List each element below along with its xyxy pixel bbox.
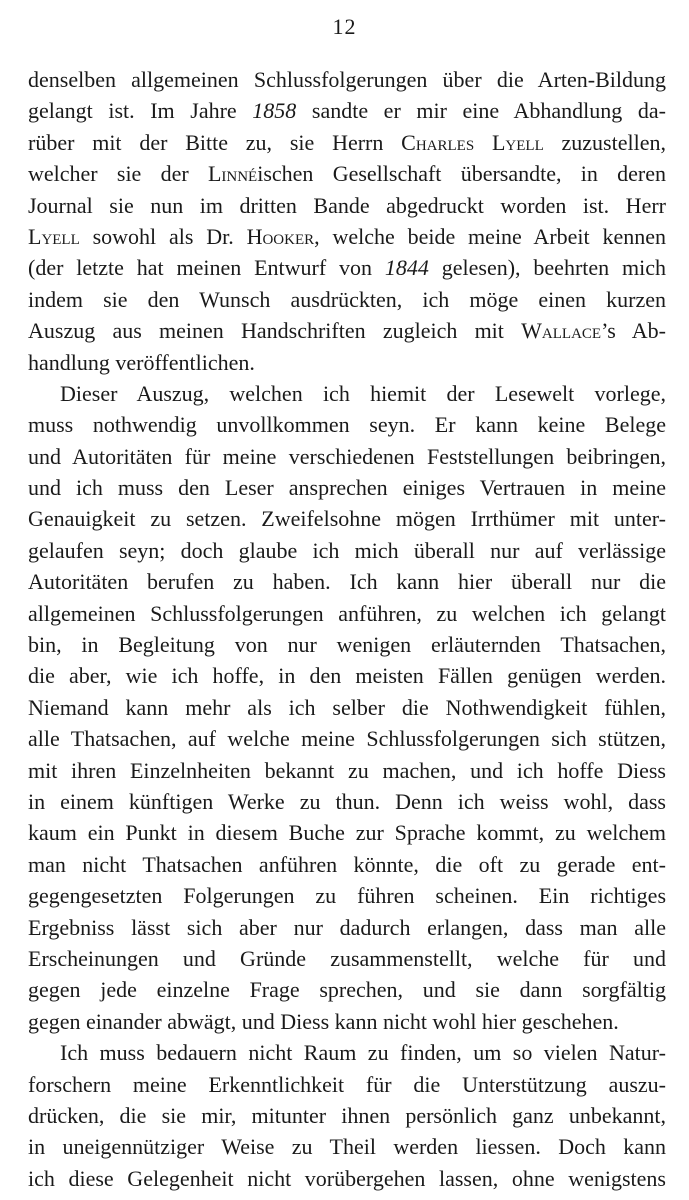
text-segment: ’s Ab- — [601, 318, 666, 344]
text-line — [28, 284, 666, 315]
text-line — [28, 660, 666, 691]
text-segment: Genauigkeit zu setzen. Zweifelsohne mögen Irrthümer mit unter- — [28, 506, 666, 532]
text-segment: drücken, die sie mir, mitunter ihnen persönlich ganz unbekannt, — [28, 1102, 666, 1128]
text-line — [28, 755, 666, 786]
text-segment: (der letzte hat meinen Entwurf von — [28, 255, 385, 281]
body-text — [28, 64, 666, 1194]
text-line — [28, 409, 666, 440]
text-segment: sowohl als Dr. — [79, 223, 247, 249]
text-line — [28, 64, 666, 95]
text-segment: gelesen), beehrten mich — [428, 255, 666, 281]
text-segment: gelaufen seyn; doch glaube ich mich überall nur auf verlässige — [28, 537, 666, 563]
text-line — [28, 472, 666, 503]
text-segment: sandte er mir eine Abhandlung da- — [296, 98, 666, 124]
text-segment: Auszug aus meinen Handschriften zugleich mit — [28, 318, 522, 344]
text-line — [28, 786, 666, 817]
text-line — [28, 95, 666, 126]
text-segment: indem sie den Wunsch ausdrückten, ich möge einen kurzen — [28, 286, 666, 312]
name-small-caps: Wallace — [521, 318, 602, 344]
text-segment: handlung veröffentlichen. — [28, 349, 255, 375]
text-segment: ich diese Gelegenheit nicht vorübergehen lassen, ohne wenigstens — [28, 1165, 666, 1191]
text-segment: Journal sie nun im dritten Bande abgedruckt worden ist. Herr — [28, 192, 666, 218]
text-segment: gelangt ist. Im Jahre — [28, 98, 253, 124]
text-segment: Ich muss bedauern nicht Raum zu finden, um so vielen Natur- — [60, 1040, 666, 1066]
text-segment: gegen jede einzelne Frage sprechen, und sie dann sorgfältig — [28, 977, 666, 1003]
text-line — [28, 1100, 666, 1131]
text-line — [28, 221, 666, 252]
text-segment: Dieser Auszug, welchen ich hiemit der Lesewelt vorlege, — [60, 380, 666, 406]
text-line — [28, 315, 666, 346]
text-line — [28, 503, 666, 534]
text-segment: in uneigennütziger Weise zu Theil werden liessen. Doch kann — [28, 1134, 666, 1160]
text-segment: man nicht Thatsachen anführen könnte, die oft zu gerade ent- — [28, 851, 666, 877]
text-segment: Niemand kann mehr als ich selber die Nothwendigkeit fühlen, — [28, 694, 666, 720]
text-segment: Ergebniss lässt sich aber nur dadurch erlangen, dass man alle — [28, 914, 666, 940]
name-small-caps: Hooker — [246, 223, 315, 249]
text-line — [28, 880, 666, 911]
text-line — [28, 849, 666, 880]
text-line — [28, 912, 666, 943]
text-line — [28, 252, 666, 283]
text-segment: Erscheinungen und Gründe zusammenstellt, welche für und — [28, 945, 666, 971]
text-segment: in einem künftigen Werke zu thun. Denn ich weiss wohl, dass — [28, 788, 666, 814]
text-line — [28, 723, 666, 754]
text-line — [28, 692, 666, 723]
text-line — [28, 943, 666, 974]
text-line — [28, 974, 666, 1005]
text-line — [28, 441, 666, 472]
text-segment: allgemeinen Schlussfolgerungen anführen, zu welchen ich gelangt — [28, 600, 666, 626]
text-line — [28, 127, 666, 158]
text-segment: alle Thatsachen, auf welche meine Schlussfolgerungen sich stützen, — [28, 726, 666, 752]
text-line — [28, 1069, 666, 1100]
text-segment: die aber, wie ich hoffe, in den meisten Fällen genügen werden. — [28, 663, 666, 689]
name-small-caps: Charles Lyell — [401, 129, 544, 155]
text-line — [28, 598, 666, 629]
text-line — [28, 158, 666, 189]
text-segment: denselben allgemeinen Schlussfolgerungen über die Arten-Bildung — [28, 67, 666, 92]
text-segment: Autoritäten berufen zu haben. Ich kann hier überall nur die — [28, 569, 666, 595]
text-segment: forschern meine Erkenntlichkeit für die Unterstützung auszu- — [28, 1071, 666, 1097]
page-number: 12 — [332, 14, 357, 39]
text-segment: , welche beide meine Arbeit kennen — [314, 223, 666, 249]
text-line — [28, 347, 666, 378]
text-line — [28, 535, 666, 566]
text-segment: muss nothwendig unvollkommen seyn. Er kann keine Belege — [28, 412, 666, 438]
text-line — [28, 1131, 666, 1162]
year-number: 1844 — [384, 255, 429, 281]
text-segment: welcher sie der — [28, 161, 208, 187]
text-segment: zuzustellen, — [543, 129, 666, 155]
text-line — [28, 378, 666, 409]
text-line — [28, 1006, 666, 1037]
name-small-caps: Lyell — [28, 223, 80, 249]
text-line — [28, 190, 666, 221]
text-segment: mit ihren Einzelnheiten bekannt zu machen, und ich hoffe Diess — [28, 757, 666, 783]
text-segment: rüber mit der Bitte zu, sie Herrn — [28, 129, 402, 155]
name-small-caps: Linné — [207, 161, 258, 187]
text-line — [28, 566, 666, 597]
text-line — [28, 1163, 666, 1194]
text-segment: ischen Gesellschaft übersandte, in deren — [257, 161, 666, 187]
year-number: 1858 — [252, 98, 297, 124]
text-line — [28, 1037, 666, 1068]
text-segment: und Autoritäten für meine verschiedenen Feststellungen beibringen, — [28, 443, 666, 469]
text-segment: gegengesetzten Folgerungen zu führen scheinen. Ein richtiges — [28, 883, 666, 909]
text-segment: bin, in Begleitung von nur wenigen erläuternden Thatsachen, — [28, 632, 666, 658]
text-line — [28, 817, 666, 848]
text-segment: und ich muss den Leser ansprechen einiges Vertrauen in meine — [28, 475, 666, 501]
text-segment: kaum ein Punkt in diesem Buche zur Sprache kommt, zu welchem — [28, 820, 666, 846]
text-line — [28, 629, 666, 660]
text-segment: gegen einander abwägt, und Diess kann nicht wohl hier geschehen. — [28, 1008, 619, 1034]
